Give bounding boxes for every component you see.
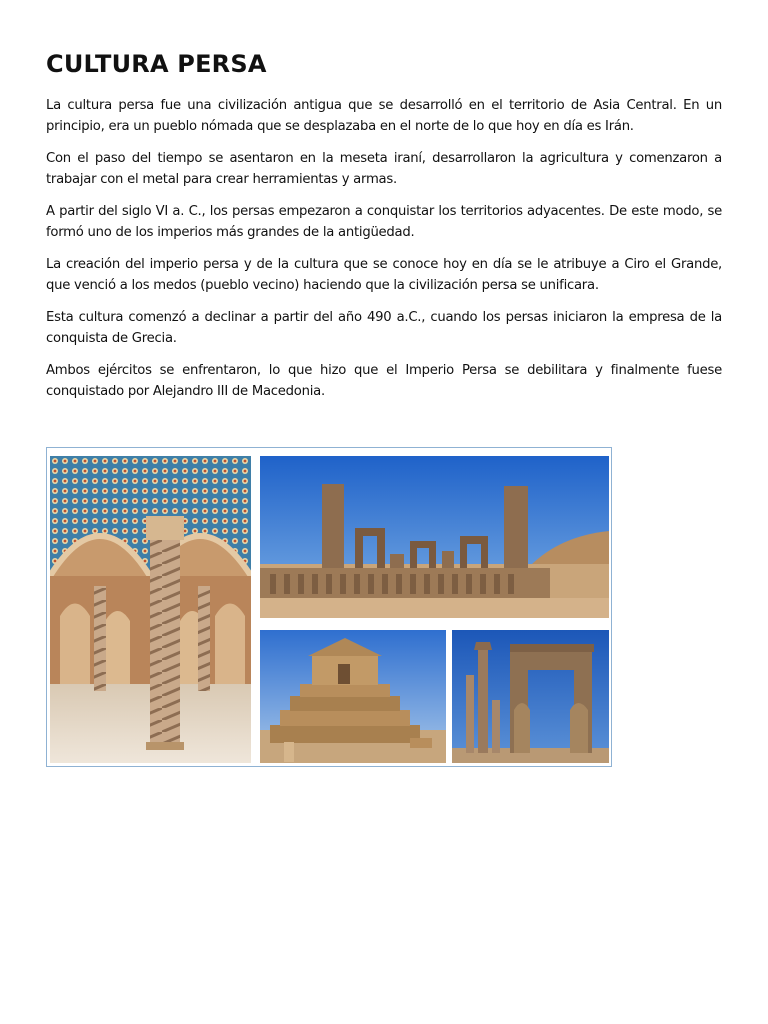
paragraph-1: La cultura persa fue una civilización antigua que se desarrolló en el territorio de Asia Central. En un principio, era un pueblo nómada que se desplazaba en el norte de lo que hoy en día es Irán. — [46, 98, 722, 134]
document-title: CULTURA PERSA — [46, 50, 267, 78]
photo-collage — [46, 447, 612, 767]
mosque-interior-photo — [50, 456, 251, 763]
paragraph-4: La creación del imperio persa y de la cultura que se conoce hoy en día se le atribuye a Ciro el Grande, que venció a los medos (pueblo vecino) haciendo que la civilización persa se unificara. — [46, 257, 722, 293]
tomb-of-cyrus-photo — [260, 630, 446, 763]
paragraph-3: A partir del siglo VI a. C., los persas empezaron a conquistar los territorios adyacentes. De este modo, se formó uno de los imperios más grandes de la antigüedad. — [46, 204, 722, 240]
body-text — [46, 96, 722, 414]
persepolis-ruins-photo — [260, 456, 609, 618]
paragraph-5: Esta cultura comenzó a declinar a partir del año 490 a.C., cuando los persas iniciaron la empresa de la conquista de Grecia. — [46, 310, 722, 346]
paragraph-2: Con el paso del tiempo se asentaron en la meseta iraní, desarrollaron la agricultura y comenzaron a trabajar con el metal para crear herramientas y armas. — [46, 151, 722, 187]
gate-of-nations-photo — [452, 630, 609, 763]
paragraph-6: Ambos ejércitos se enfrentaron, lo que hizo que el Imperio Persa se debilitara y finalmente fuese conquistado por Alejandro III de Macedonia. — [46, 363, 722, 399]
